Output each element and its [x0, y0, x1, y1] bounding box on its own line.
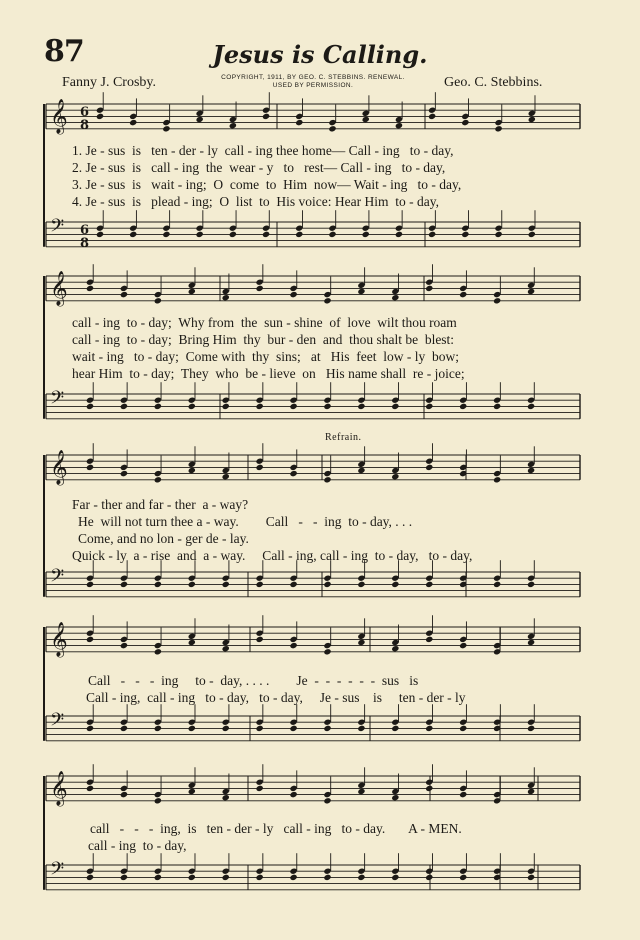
note-head — [222, 794, 230, 801]
note-head — [357, 581, 365, 588]
note-head — [323, 874, 331, 881]
note-head — [256, 403, 264, 410]
note-head — [289, 470, 297, 477]
note-head — [154, 403, 162, 410]
note-head — [425, 581, 433, 588]
note-head — [289, 642, 297, 649]
note-head — [229, 231, 237, 238]
lyric-line: Far - ther and far - ther a - way? — [72, 497, 249, 512]
note-head — [289, 874, 297, 881]
note-head — [527, 788, 535, 795]
note-head — [129, 231, 137, 238]
note-head — [222, 874, 230, 881]
note-head — [493, 581, 501, 588]
time-signature: 8 — [80, 118, 90, 133]
note-head — [256, 725, 264, 732]
lyric-line: call - - - ing, is ten - der - ly call - ing to - day. A - MEN. — [90, 821, 462, 836]
note-head — [459, 725, 467, 732]
note-head — [395, 122, 403, 129]
note-head — [289, 725, 297, 732]
note-head — [96, 231, 104, 238]
note-head — [527, 288, 535, 295]
music-by-credit: Geo. C. Stebbins. — [444, 75, 543, 90]
note-head — [289, 791, 297, 798]
note-head — [362, 116, 370, 123]
hymn-title: Jesus is Calling. — [212, 40, 428, 69]
note-head — [154, 797, 162, 804]
note-head — [323, 403, 331, 410]
note-head — [154, 476, 162, 483]
note-head — [295, 119, 303, 126]
note-head — [494, 125, 502, 132]
lyric-line: Come, and no lon - ger de - lay. — [78, 531, 249, 546]
note-head — [120, 642, 128, 649]
note-head — [86, 725, 94, 732]
note-head — [493, 297, 501, 304]
note-head — [96, 113, 104, 120]
note-head — [188, 874, 196, 881]
note-head — [428, 231, 436, 238]
note-head — [256, 581, 264, 588]
note-head — [323, 725, 331, 732]
note-head — [461, 231, 469, 238]
note-head — [357, 639, 365, 646]
note-head — [391, 874, 399, 881]
note-head — [154, 581, 162, 588]
note-head — [493, 476, 501, 483]
note-head — [86, 785, 94, 792]
note-head — [494, 231, 502, 238]
note-head — [86, 464, 94, 471]
lyric-line: call - ing to - day; Why from the sun - shine of love wilt thou roam — [72, 315, 457, 330]
note-head — [323, 648, 331, 655]
note-head — [527, 874, 535, 881]
note-head — [295, 231, 303, 238]
note-head — [425, 285, 433, 292]
note-head — [328, 125, 336, 132]
note-head — [154, 874, 162, 881]
treble-clef: 𝄞 — [50, 622, 68, 657]
note-head — [362, 231, 370, 238]
lyric-line: Call - - - ing to - day, . . . . Je - - - - - - sus is — [88, 673, 419, 688]
note-head — [391, 403, 399, 410]
note-head — [86, 636, 94, 643]
lyric-line: 3. Je - sus is wait - ing; O come to Him now— Wait - ing to - day, — [72, 177, 462, 192]
note-head — [527, 639, 535, 646]
note-head — [425, 785, 433, 792]
note-head — [222, 473, 230, 480]
note-head — [154, 725, 162, 732]
note-head — [323, 797, 331, 804]
note-head — [459, 791, 467, 798]
note-head — [154, 297, 162, 304]
note-head — [528, 116, 536, 123]
note-head — [120, 470, 128, 477]
words-by-credit: Fanny J. Crosby. — [62, 75, 156, 90]
note-head — [391, 581, 399, 588]
time-signature: 6 — [80, 105, 90, 120]
treble-clef: 𝄞 — [50, 271, 68, 306]
note-head — [154, 648, 162, 655]
note-head — [229, 122, 237, 129]
refrain-label: Refrain. — [325, 432, 362, 443]
note-head — [222, 294, 230, 301]
note-head — [391, 645, 399, 652]
note-head — [493, 403, 501, 410]
lyric-line: wait - ing to - day; Come with thy sins; at His feet low - ly bow; — [72, 349, 459, 364]
note-head — [459, 291, 467, 298]
permission-line: USED BY PERMISSION. — [272, 82, 354, 89]
note-head — [188, 788, 196, 795]
note-head — [357, 288, 365, 295]
note-head — [323, 297, 331, 304]
note-head — [256, 636, 264, 643]
note-head — [196, 116, 204, 123]
note-head — [425, 636, 433, 643]
note-head — [527, 403, 535, 410]
note-head — [256, 464, 264, 471]
note-head — [289, 403, 297, 410]
note-head — [262, 231, 270, 238]
note-head — [129, 119, 137, 126]
note-head — [188, 639, 196, 646]
bass-clef: 𝄢 — [50, 710, 65, 735]
note-head — [461, 119, 469, 126]
note-head — [425, 725, 433, 732]
lyric-line: hear Him to - day; They who be - lieve on His name shall re - joice; — [72, 366, 465, 381]
bass-clef: 𝄢 — [50, 388, 65, 413]
lyric-line: Call - ing, call - ing to - day, to - day, Je - sus is ten - der - ly — [86, 690, 466, 705]
treble-clef: 𝄞 — [50, 450, 68, 485]
note-head — [256, 874, 264, 881]
bass-clef: 𝄢 — [50, 566, 65, 591]
note-head — [86, 403, 94, 410]
time-signature: 8 — [80, 236, 90, 251]
hymn-number: 87 — [44, 34, 84, 69]
time-signature: 6 — [80, 223, 90, 238]
note-head — [459, 874, 467, 881]
note-head — [188, 581, 196, 588]
note-head — [222, 725, 230, 732]
note-head — [395, 231, 403, 238]
treble-clef: 𝄞 — [50, 771, 68, 806]
note-head — [328, 231, 336, 238]
note-head — [222, 581, 230, 588]
note-head — [391, 794, 399, 801]
note-head — [120, 725, 128, 732]
note-head — [196, 231, 204, 238]
note-head — [188, 403, 196, 410]
lyric-line: call - ing to - day; Bring Him thy bur - den and thou shalt be blest: — [72, 332, 455, 347]
lyric-line: 2. Je - sus is call - ing the wear - y to rest— Call - ing to - day, — [72, 160, 446, 175]
lyric-line: He will not turn thee a - way. Call - - ing to - day, . . . — [78, 514, 413, 529]
note-head — [391, 294, 399, 301]
note-head — [162, 231, 170, 238]
note-head — [256, 285, 264, 292]
lyric-line: call - ing to - day, — [88, 838, 187, 853]
note-head — [222, 645, 230, 652]
treble-clef: 𝄞 — [50, 99, 68, 134]
note-head — [357, 725, 365, 732]
note-head — [120, 874, 128, 881]
note-head — [391, 473, 399, 480]
note-head — [425, 464, 433, 471]
note-head — [391, 725, 399, 732]
note-head — [428, 113, 436, 120]
note-head — [357, 467, 365, 474]
note-head — [120, 291, 128, 298]
note-head — [289, 291, 297, 298]
note-head — [86, 581, 94, 588]
note-head — [86, 285, 94, 292]
note-head — [357, 788, 365, 795]
note-head — [162, 125, 170, 132]
note-head — [86, 874, 94, 881]
note-head — [323, 476, 331, 483]
lyric-line: 4. Je - sus is plead - ing; O list to His voice: Hear Him to - day, — [72, 194, 439, 209]
note-head — [323, 581, 331, 588]
note-head — [425, 403, 433, 410]
note-head — [527, 725, 535, 732]
note-head — [256, 785, 264, 792]
note-head — [188, 288, 196, 295]
note-head — [527, 581, 535, 588]
copyright-line: COPYRIGHT, 1911, BY GEO. C. STEBBINS. RENEWAL. — [221, 74, 405, 81]
note-head — [289, 581, 297, 588]
note-head — [262, 113, 270, 120]
note-head — [528, 231, 536, 238]
note-head — [120, 403, 128, 410]
note-head — [425, 874, 433, 881]
note-head — [459, 403, 467, 410]
note-head — [120, 791, 128, 798]
note-head — [527, 467, 535, 474]
lyric-line: Quick - ly a - rise and a - way. Call - ing, call - ing to - day, to - day, — [72, 548, 473, 563]
note-head — [120, 581, 128, 588]
bass-clef: 𝄢 — [50, 859, 65, 884]
note-head — [188, 725, 196, 732]
note-head — [357, 403, 365, 410]
bass-clef: 𝄢 — [50, 216, 65, 241]
note-head — [459, 642, 467, 649]
note-head — [357, 874, 365, 881]
lyric-line: 1. Je - sus is ten - der - ly call - ing thee home— Call - ing to - day, — [72, 143, 454, 158]
note-head — [188, 467, 196, 474]
note-head — [222, 403, 230, 410]
